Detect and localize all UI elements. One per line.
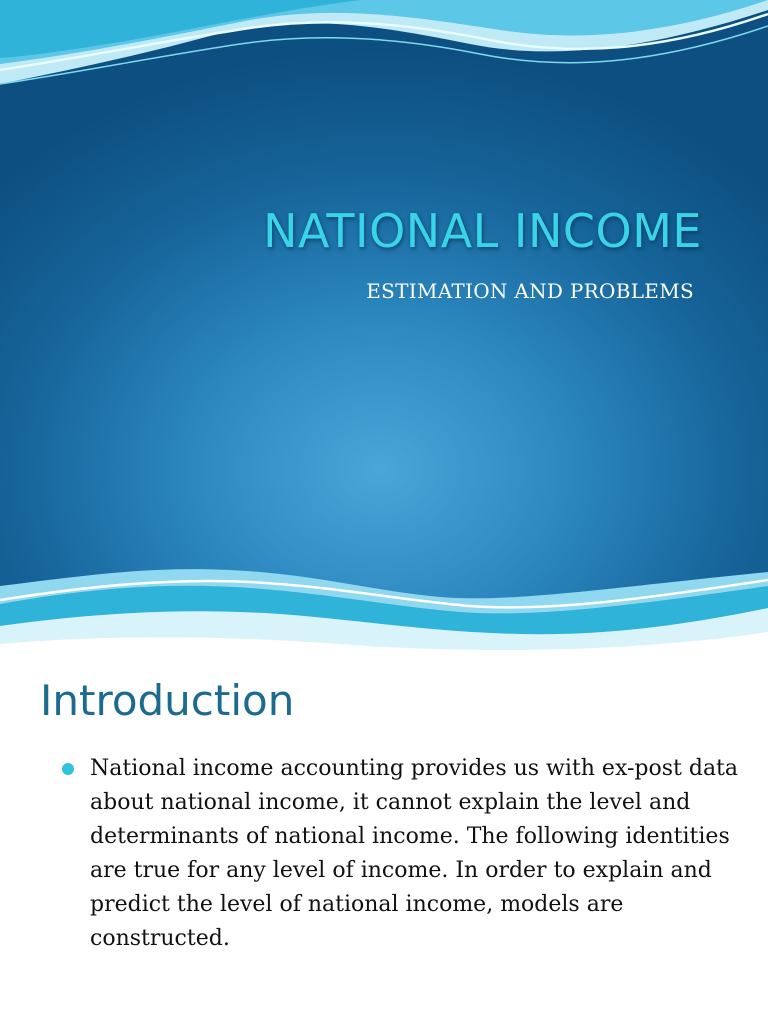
section-heading: Introduction xyxy=(40,676,295,725)
bottom-wave-decoration xyxy=(0,560,768,660)
bullet-item xyxy=(62,752,742,956)
bullet-text: National income accounting provides us with ex-post data about national income, it cannot explain the level and determinants of national income. The following identities are true for any level of income. In order to explain and predict the level of national income, models are constructed. xyxy=(90,756,739,951)
bullet-dot-icon xyxy=(62,763,74,775)
slide-title: NATIONAL INCOME xyxy=(263,204,702,258)
slide-subtitle: ESTIMATION AND PROBLEMS xyxy=(366,279,694,303)
top-wave-decoration xyxy=(0,0,768,110)
intro-slide xyxy=(0,660,768,1024)
